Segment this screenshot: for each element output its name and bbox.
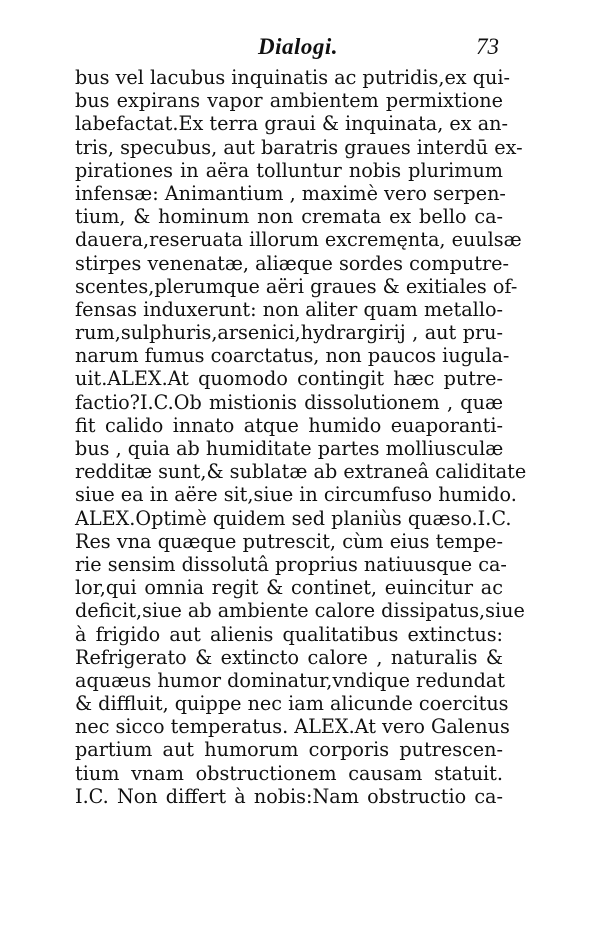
text-line: pirationes in aëra tolluntur nobis plurimum: [75, 158, 503, 182]
text-line: bus vel lacubus inquinatis ac putridis,ex qui-: [75, 66, 510, 89]
text-line: siue ea in aëre sit,siue in circumfuso humido.: [75, 483, 517, 507]
text-line: tris, specubus, aut baratris graues interdū ex-: [75, 135, 523, 159]
text-line: labefactat.Ex terra graui & inquinata, ex an-: [75, 112, 508, 136]
text-line: à frigido aut alienis qualitatibus extinctus:: [75, 622, 503, 646]
text-line: fensas induxerunt: non aliter quam metallo-: [75, 297, 503, 321]
text-line: bus , quia ab humiditate partes molliusculæ: [75, 437, 504, 460]
text-line: fit calido innato atque humido euaporanti-: [75, 413, 503, 437]
text-line: & diffluit, quippe nec iam alicunde coercitus: [75, 692, 509, 716]
text-line: infensæ: Animantium , maximè vero serpen-: [75, 181, 506, 205]
text-line: rie sensim dissolutâ proprius natiuusque ca-: [75, 552, 507, 576]
page-header: [0, 34, 591, 70]
text-line: dauera,reseruata illorum excremęnta, euulsæ: [75, 228, 522, 252]
body-text: [75, 66, 527, 808]
text-line: uit.ALEX.At quomodo contingit hæc putre-: [75, 367, 503, 391]
text-line: aquæus humor dominatur,vndique redundat: [75, 668, 506, 692]
page-number: 73: [476, 34, 499, 59]
text-line: Res vna quæque putrescit, cùm eius tempe-: [75, 529, 503, 553]
text-line: tium, & hominum non cremata ex bello ca-: [75, 205, 503, 229]
text-line: ALEX.Optimè quidem sed planiùs quæso.I.C.: [75, 506, 512, 530]
text-line: nec sicco temperatus. ALEX.At vero Galenus: [75, 715, 510, 739]
text-line: narum fumus coarctatus, non paucos iugula-: [75, 344, 510, 368]
text-line: bus expirans vapor ambientem permixtione: [75, 89, 503, 113]
text-line: I.C. Non differt à nobis:Nam obstructio ca-: [75, 784, 503, 808]
text-line: tium vnam obstructionem causam statuit.: [75, 761, 503, 785]
text-line: stirpes venenatæ, aliæque sordes computre-: [75, 251, 509, 275]
text-line: partium aut humorum corporis putrescen-: [75, 738, 503, 762]
running-head: Dialogi.: [258, 34, 339, 59]
text-line: rum,sulphuris,arsenici,hydrargirij , aut pru-: [75, 321, 503, 345]
text-line: scentes,plerumque aëri graues & exitiales of-: [75, 274, 518, 298]
text-line: Refrigerato & extincto calore , naturalis &: [75, 645, 503, 669]
text-line: redditæ sunt,& sublatæ ab extraneâ caliditate: [75, 460, 527, 484]
text-line: lor,qui omnia regit & continet, euincitur ac: [75, 576, 503, 600]
text-line: deficit,siue ab ambiente calore dissipatus,siue: [75, 599, 525, 623]
text-line: factio?I.C.Ob mistionis dissolutionem , quæ: [75, 390, 503, 414]
